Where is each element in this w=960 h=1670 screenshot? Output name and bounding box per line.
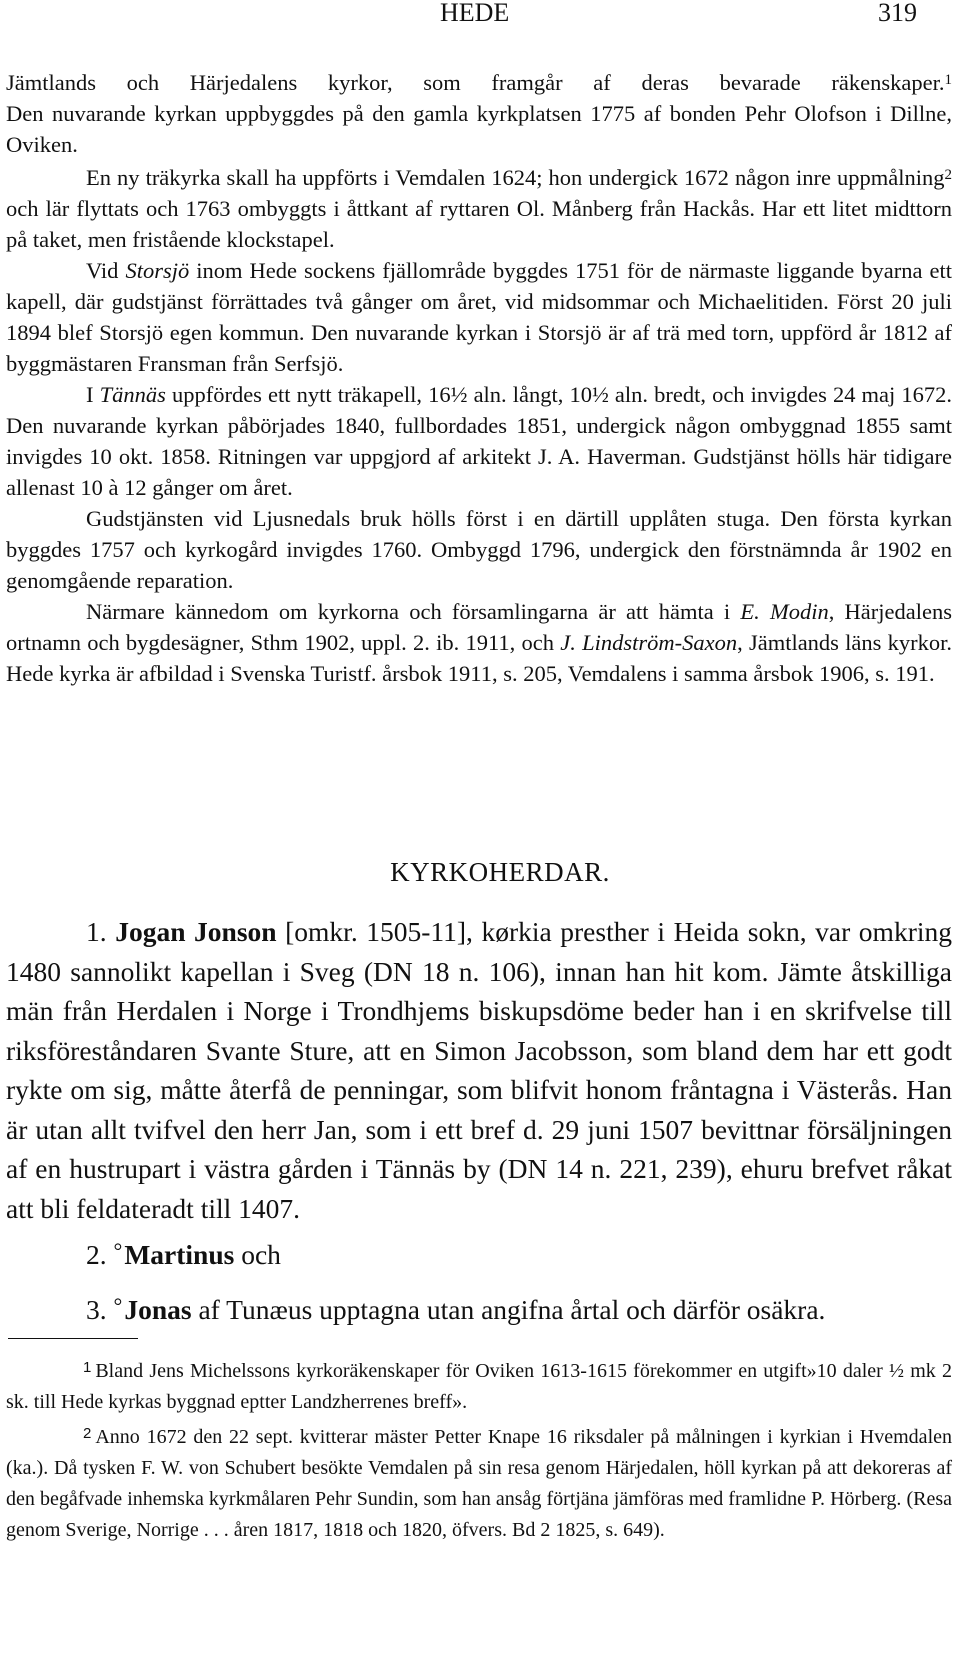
text-run: och lär flyttats och 1763 ombyggts i åttkant af ryttaren Ol. Månberg från Hackås. Har ett litet midttorn på taket, men fristående klockstapel. bbox=[6, 196, 952, 252]
text-run: Vid bbox=[86, 258, 126, 283]
footnote-text: Anno 1672 den 22 sept. kvitterar mäster Petter Knape 16 riksdaler på målningen i kyrkian i Hvemdalen (ka.). Då tysken F. W. von Schubert besökte Vemdalen på sin resa genom Härjedalen, höll kyrkan på att dekoreras af den begåfvade inhemska kyrkmålaren Pehr Sundin, som han ansåg förtjäna jämföras med framlidne P. Hörberg. (Resa genom Sverige, Norrige . . . åren 1817, 1818 och 1820, öfvers. Bd 2 1825, s. 649). bbox=[6, 1426, 952, 1541]
author-name: E. Modin bbox=[740, 599, 829, 624]
paragraph-3 bbox=[6, 255, 952, 379]
person-name: Jogan Jonson bbox=[115, 916, 277, 947]
entry-number: 2. bbox=[86, 1239, 114, 1270]
entry-number: 1. bbox=[86, 916, 116, 947]
text-run: , Jämtlands läns kyrkor. Hede kyrka är afbildad i Svenska Turistf. årsbok 1911, s. 205, Vemdalens i samma årsbok 1906, s. 191. bbox=[6, 630, 953, 686]
footnote-number: 2 bbox=[83, 1425, 92, 1442]
entry-body: [omkr. 1505-11], kørkia presther i Heida sokn, var omkring 1480 sannolikt kapellan i Sveg (DN 18 n. 106), innan han hit kom. Jämte åtskilliga män från Herdalen i Norge i Trondhjems biskupsdöme beder han i en skrifvelse till riksföreståndaren Svante Sture, att en Simon Jacobsson, som bland dem har ett godt rykte om sig, måtte återfå de penningar, som blifvit honom fråntagna i Västerås. Han är utan allt tvifvel den herr Jan, som i ett bref d. 29 juni 1507 bevittnar försäljningen af en hustrupart i västra gården i Tännäs by (DN 14 n. 221, 239), ehuru brefvet råkat att bli feldateradt till 1407. bbox=[6, 916, 953, 1224]
entry-3 bbox=[86, 1293, 825, 1326]
text-run: uppfördes ett nytt träkapell, 16½ aln. långt, 10½ aln. bredt, och invigdes 24 maj 1672. Den nuvarande kyrkan påbörjades 1840, fullbordades 1851, undergick någon ombyggnad 1855 samt invigdes 10 okt. 1858. Ritningen var uppgjord af arkitekt J. A. Haverman. Gudstjänst hölls här tidigare allenast 10 à 12 gånger om året. bbox=[6, 382, 953, 500]
paragraph-5: Gudstjänsten vid Ljusnedals bruk hölls först i en därtill upplåten stuga. Den första kyrkan byggdes 1757 och kyrkogård invigdes 1760. Ombyggd 1796, undergick den förstnämnda år 1902 en genomgående reparation. bbox=[6, 506, 952, 593]
place-name: Storsjö bbox=[125, 258, 190, 283]
footnote-separator bbox=[8, 1338, 138, 1339]
paragraph-6 bbox=[6, 596, 952, 689]
uncertain-mark: ° bbox=[113, 1293, 123, 1318]
text-run: , Härjedalens ortnamn och bygdesägner, Sthm 1902, uppl. 2. ib. 1911, och bbox=[6, 599, 952, 655]
paragraph-4 bbox=[6, 379, 952, 503]
text-run: En ny träkyrka skall ha uppförts i Vemdalen 1624; hon undergick 1672 någon inre uppmålning bbox=[86, 165, 945, 190]
entry-body: af Tunæus upptagna utan angifna årtal och därför osäkra. bbox=[191, 1294, 826, 1325]
entry-number: 3. bbox=[86, 1294, 114, 1325]
entry-2 bbox=[86, 1238, 281, 1271]
paragraph-1 bbox=[6, 65, 952, 98]
paragraph-1-cont: Den nuvarande kyrkan uppbyggdes på den gamla kyrkplatsen 1775 af bonden Pehr Olofson i Dillne, Oviken. bbox=[6, 101, 952, 157]
place-name: Tännäs bbox=[99, 382, 166, 407]
footnote-text: Bland Jens Michelssons kyrkoräkenskaper för Oviken 1613-1615 förekommer en utgift»10 daler ½ mk 2 sk. till Hede kyrkas byggnad eptter Landzherrenes breff». bbox=[6, 1360, 952, 1413]
uncertain-mark: ° bbox=[113, 1238, 123, 1263]
text-run: inom Hede sockens fjällområde byggdes 1751 för de närmaste liggande byarna ett kapell, där gudstjänst förrättades två gånger om året, vid midsommar och Michaelitiden. Först 20 juli 1894 blef Storsjö egen kommun. Den nuvarande kyrkan i Storsjö är af trä med torn, uppförd år 1812 af byggmästaren Fransman från Serfsjö. bbox=[6, 258, 953, 376]
text-run: Närmare kännedom om kyrkorna och församlingarna är att hämta i bbox=[86, 599, 741, 624]
running-header-title: HEDE bbox=[440, 0, 510, 27]
text-run: I bbox=[86, 382, 100, 407]
entry-1 bbox=[6, 912, 952, 1228]
intro-section bbox=[6, 65, 952, 689]
entry-1-text bbox=[6, 912, 952, 1228]
entry-body: och bbox=[234, 1239, 281, 1270]
section-heading: KYRKOHERDAR. bbox=[390, 857, 610, 887]
footnotes bbox=[6, 1352, 952, 1546]
person-name: Martinus bbox=[124, 1239, 235, 1270]
text-run: Jämtlands och Härjedalens kyrkor, som framgår af deras bevarade räkenskaper. bbox=[6, 70, 945, 95]
person-name: Jonas bbox=[124, 1294, 192, 1325]
author-name: J. Lindström-Saxon bbox=[560, 630, 738, 655]
footnote-number: 1 bbox=[83, 1359, 92, 1376]
footnote-1 bbox=[6, 1352, 952, 1418]
footnote-ref: 1 bbox=[944, 72, 952, 88]
page-number: 319 bbox=[878, 0, 917, 27]
paragraph-2 bbox=[6, 160, 952, 255]
footnote-2 bbox=[6, 1418, 952, 1546]
footnote-ref: 2 bbox=[944, 167, 952, 183]
